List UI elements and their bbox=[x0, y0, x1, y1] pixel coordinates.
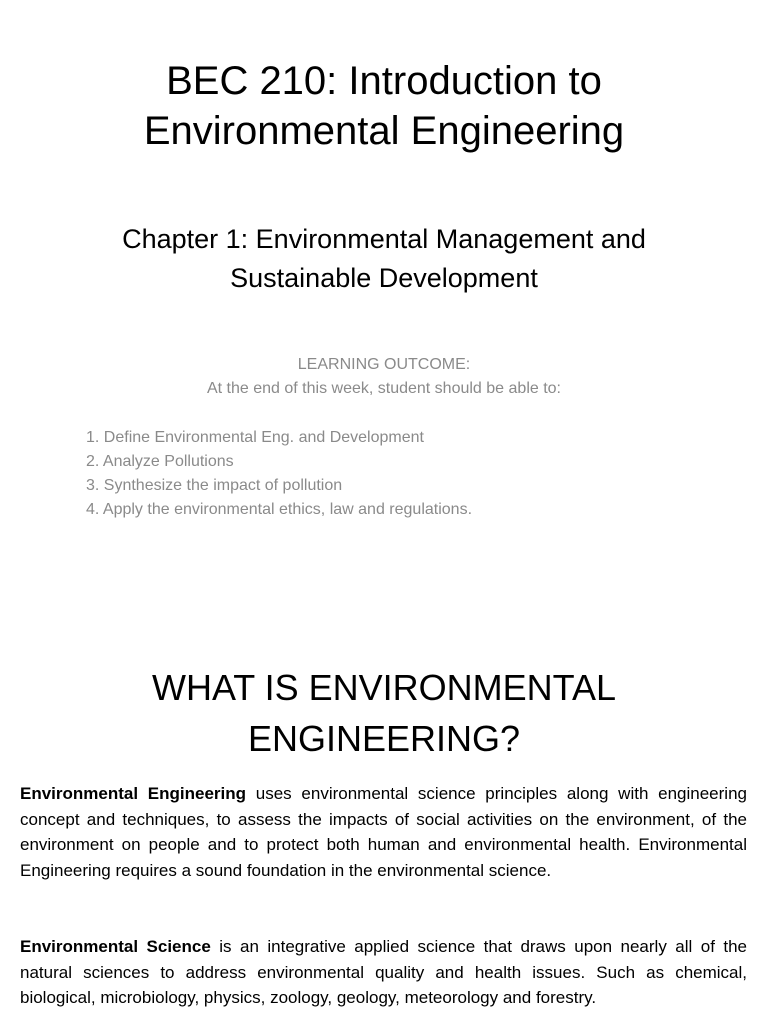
environmental-science-definition bbox=[20, 934, 747, 1011]
slide-2 bbox=[0, 640, 768, 1024]
course-title-line-1: BEC 210: Introduction to bbox=[166, 59, 602, 103]
section-title bbox=[0, 662, 768, 764]
section-title-line-2: ENGINEERING? bbox=[247, 718, 521, 759]
learning-outcome-intro: At the end of this week, student should be able to: bbox=[206, 380, 561, 397]
outcome-item: 3. Synthesize the impact of pollution bbox=[86, 477, 343, 494]
section-title-line-1: WHAT IS ENVIRONMENTAL bbox=[151, 667, 617, 708]
term-environmental-engineering: Environmental Engineering bbox=[20, 784, 247, 803]
outcome-item: 2. Analyze Pollutions bbox=[86, 453, 234, 470]
outcome-item: 4. Apply the environmental ethics, law and regulations. bbox=[86, 501, 473, 518]
course-title bbox=[0, 56, 768, 156]
chapter-title-line-1: Chapter 1: Environmental Management and bbox=[122, 224, 646, 254]
chapter-title bbox=[0, 220, 768, 298]
learning-outcome-heading bbox=[0, 353, 768, 401]
outcome-item: 1. Define Environmental Eng. and Development bbox=[86, 429, 424, 446]
definition-text: uses environmental science principles along with engineering concept and techniques, to assess the impacts of social activities on the environment, of the environment on people and to protect both human and environmental health. Environmental Engineering requires a sound foundation in the environmental science. bbox=[20, 784, 747, 880]
chapter-title-line-2: Sustainable Development bbox=[230, 263, 538, 293]
definition-text: is an integrative applied science that draws upon nearly all of the natural sciences to address environmental quality and health issues. Such as chemical, biological, microbiology, physics, zoology, geology, meteorology and forestry. bbox=[20, 937, 748, 1007]
course-title-line-2: Environmental Engineering bbox=[143, 109, 625, 153]
learning-outcome-list bbox=[86, 426, 472, 522]
learning-outcome-label: LEARNING OUTCOME: bbox=[297, 356, 471, 373]
term-environmental-science: Environmental Science bbox=[20, 937, 211, 956]
environmental-engineering-definition bbox=[20, 781, 747, 883]
